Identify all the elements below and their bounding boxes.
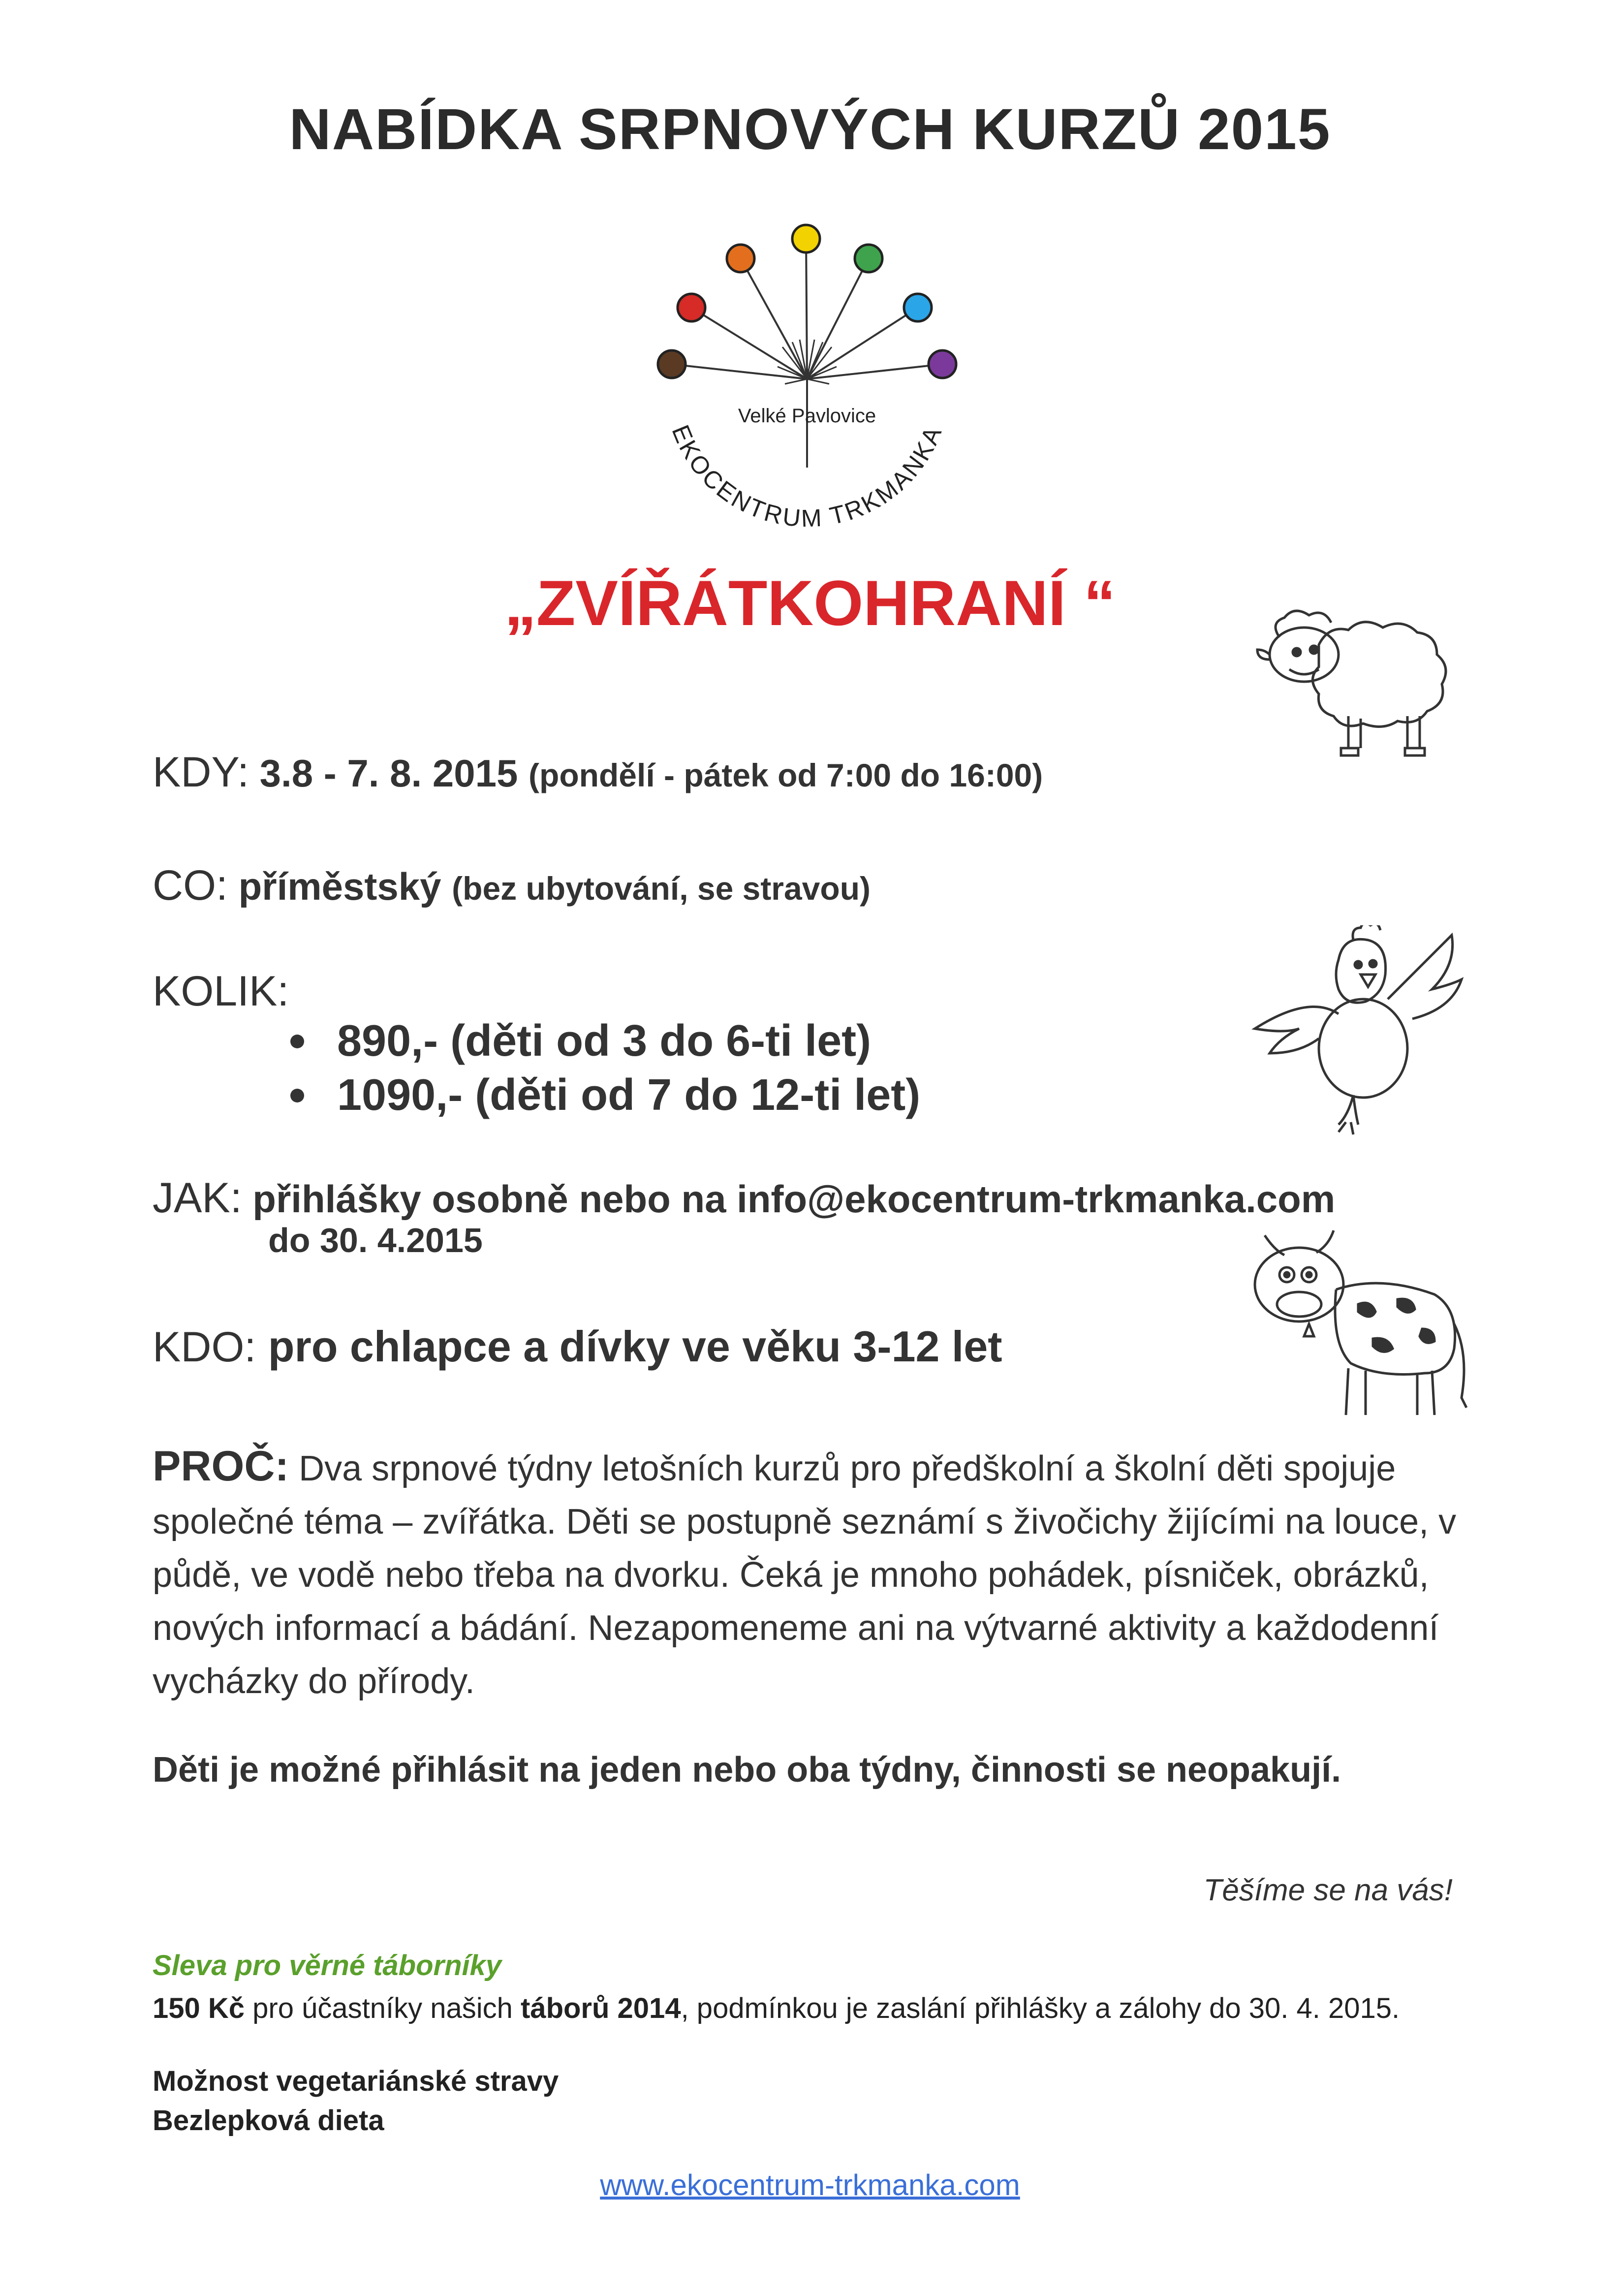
jak-line1: přihlášky osobně nebo na info@ekocentrum-trkmanka.com [252,1177,1336,1221]
sheep-drawing [1250,605,1466,763]
discount-text-before: pro účastníky našich [252,1992,513,2024]
co-type: příměstský [238,865,441,908]
page-title: NABÍDKA SRPNOVÝCH KURZŮ 2015 [289,97,1331,162]
logo-dot-orange [727,245,754,272]
event-title: „ZVÍŘÁTKOHRANÍ “ [504,567,1116,639]
discount-text-after: , podmínkou je zaslání přihlášky a zálohy do 30. 4. 2015. [681,1992,1400,2024]
thanks-text: Těšíme se na vás! [1203,1873,1453,1907]
proc-paragraph [153,1440,1481,1708]
discount-amount: 150 Kč [153,1992,245,2024]
co-detail: (bez ubytování, se stravou) [452,870,871,907]
discount-title: Sleva pro věrné táborníky [153,1950,502,1981]
bullet-icon [290,1089,304,1102]
logo-dot-brown [658,350,685,378]
price-text: 1090,- (děti od 7 do 12-ti let) [337,1070,921,1120]
chicken-drawing [1240,925,1471,1142]
jak-line2: do 30. 4.2015 [268,1221,483,1259]
price-text: 890,- (děti od 3 do 6-ti let) [337,1016,872,1066]
note-text: Děti je možné přihlásit na jeden nebo oba týdny, činnosti se neopakují. [153,1750,1341,1790]
gluten-free-option: Bezlepková dieta [153,2105,384,2137]
logo-dot-blue [904,294,932,321]
kdo-text: pro chlapce a dívky ve věku 3-12 let [268,1322,1002,1371]
vegetarian-option: Možnost vegetariánské stravy [153,2065,559,2097]
kdy-row [153,748,1043,797]
discount-camps: táborů 2014 [521,1992,681,2024]
logo-arc-text: EKOCENTRUM TRKMANKA [666,421,948,527]
co-row [153,861,871,910]
discount-text [153,1988,1481,2029]
logo-dot-green [855,245,882,272]
jak-label: JAK: [153,1174,242,1222]
jak-row [153,1174,1335,1223]
price-item [290,1068,920,1122]
kdy-label: KDY: [153,749,249,796]
kdo-row [153,1321,1002,1372]
logo-city: Velké Pavlovice [738,405,876,427]
kdo-label: KDO: [153,1323,256,1371]
kolik-label: KOLIK: [153,968,289,1015]
logo-dot-yellow [792,225,820,252]
logo-dot-purple [929,350,956,378]
kdy-hours: (pondělí - pátek od 7:00 do 16:00) [529,757,1043,793]
ekocentrum-logo [645,221,969,527]
kdy-dates: 3.8 - 7. 8. 2015 [259,752,518,795]
logo-dot-red [678,294,705,321]
proc-text: Dva srpnové týdny letošních kurzů pro předškolní a školní děti spojuje společné téma – zvířátka. Děti se postupně seznámí s živočichy žijícími na louce, v půdě, ve vodě nebo třeba na dvorku. Čeká je mnoho pohádek, písniček, obrázků, nových informací a bádání. Nezapomeneme ani na výtvarné aktivity a každodenní vycházky do přírody. [153,1449,1457,1701]
website-link[interactable]: www.ekocentrum-trkmanka.com [600,2169,1020,2202]
bullet-icon [290,1035,304,1048]
cow-drawing [1250,1226,1471,1427]
proc-label: PROČ: [153,1443,289,1490]
price-item [290,1014,920,1068]
price-list [290,1014,920,1122]
co-label: CO: [153,862,228,909]
